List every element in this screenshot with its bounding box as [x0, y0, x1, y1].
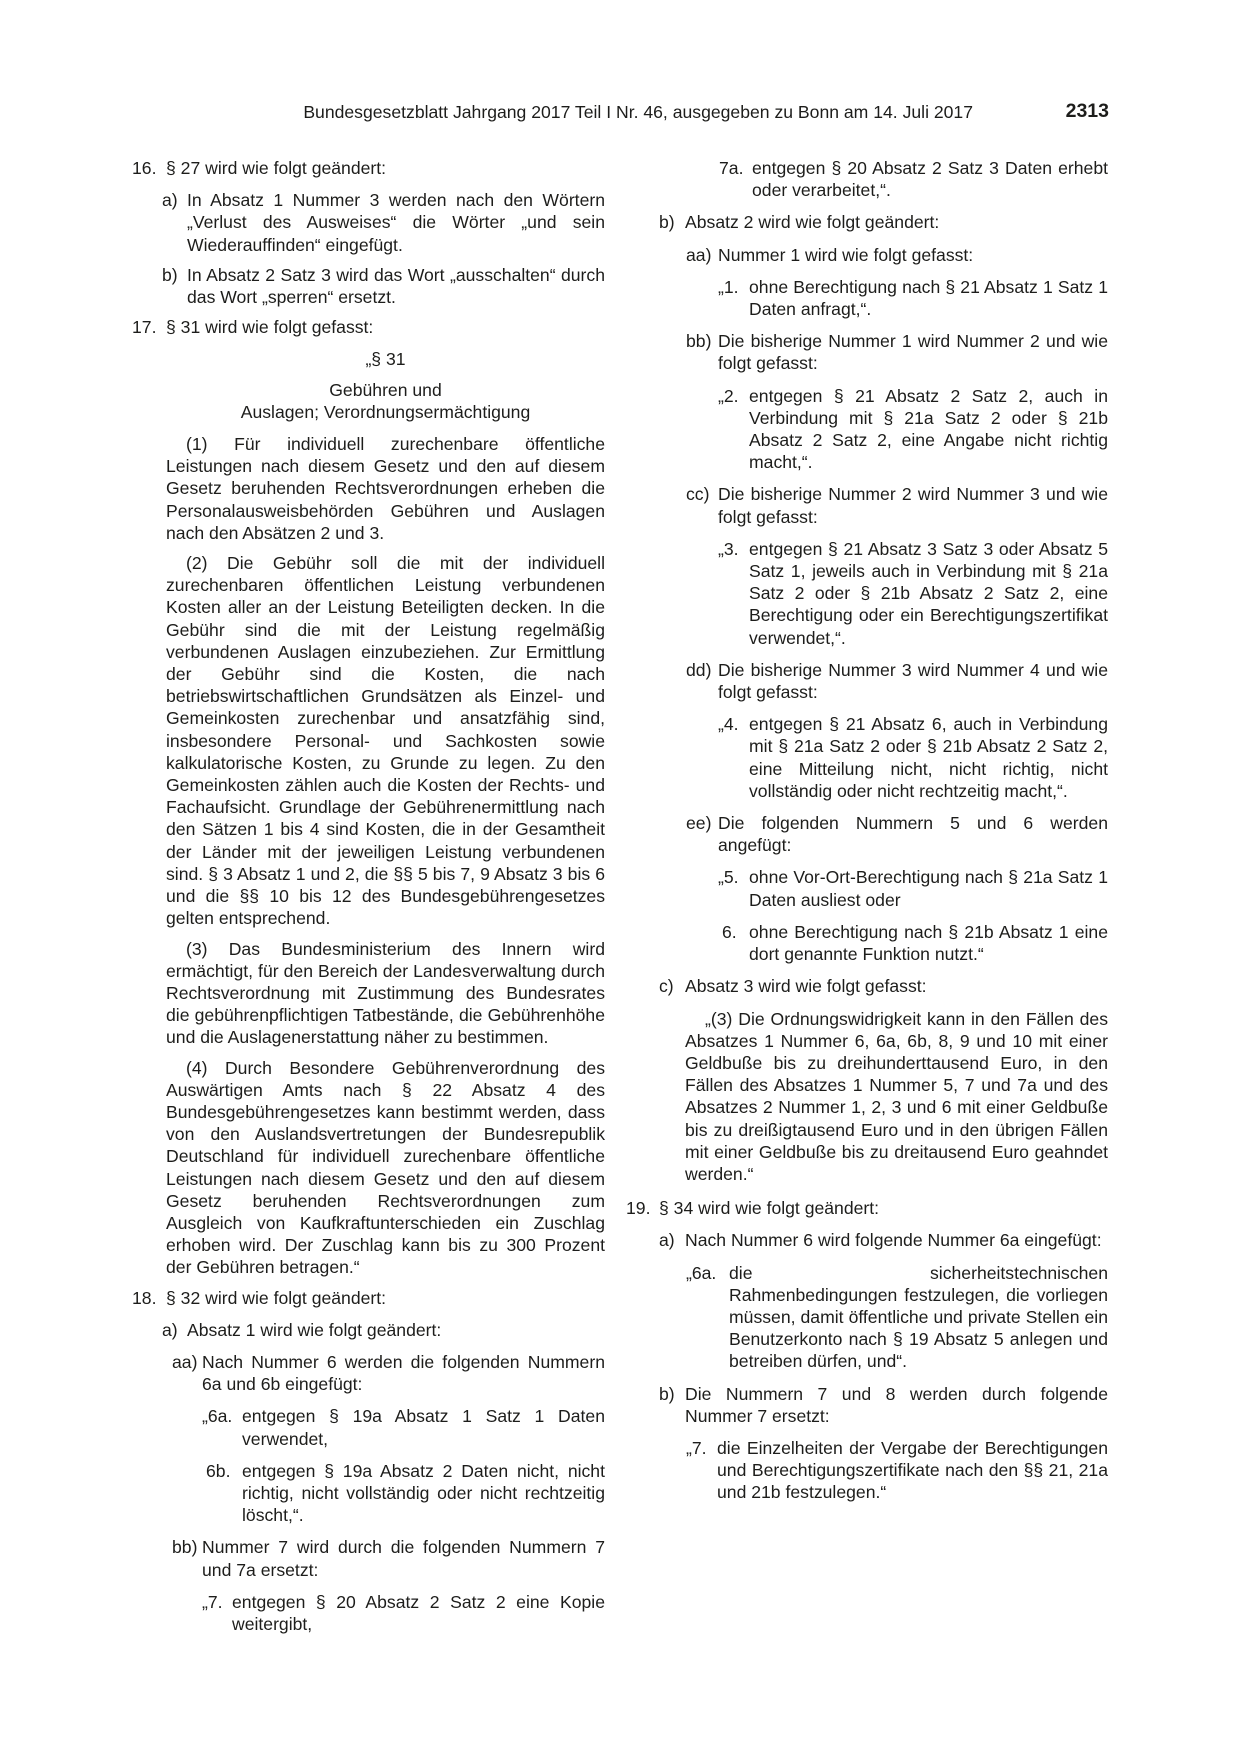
item-letter: ee) — [686, 813, 712, 834]
list-item — [659, 975, 1108, 997]
item-text: Die bisherige Nummer 3 wird Nummer 4 und wie folgt gefasst: — [718, 659, 1108, 703]
page-header — [0, 101, 1241, 125]
item-letter: aa) — [172, 1351, 198, 1372]
item-text: ohne Berechtigung nach § 21 Absatz 1 Satz 1 Daten anfragt,“. — [749, 276, 1108, 320]
item-text: Die folgenden Nummern 5 und 6 werden angefügt: — [718, 813, 1108, 856]
list-item — [172, 1536, 605, 1580]
item-letter: b) — [659, 1383, 675, 1404]
list-item — [132, 157, 605, 179]
list-item — [132, 1287, 605, 1309]
item-number: „3. — [718, 538, 739, 559]
item-letter: bb) — [172, 1537, 198, 1558]
item-text: In Absatz 1 Nummer 3 werden nach den Wörtern „Verlust des Ausweises“ die Wörter „und sein Wiederauffinden“ eingefügt. — [187, 190, 605, 255]
item-text: die Einzelheiten der Vergabe der Berechtigungen und Berechtigungszertifikate nach den §§ 21, 21a und 21b festzulegen.“ — [717, 1437, 1108, 1503]
list-item — [202, 1460, 605, 1527]
item-letter: b) — [659, 212, 675, 233]
item-text: Nach Nummer 6 wird folgende Nummer 6a eingefügt: — [685, 1230, 1102, 1251]
item-text: ohne Vor-Ort-Berechtigung nach § 21a Satz 1 Daten ausliest oder — [749, 867, 1108, 910]
item-text: § 27 wird wie folgt geändert: — [166, 158, 387, 178]
item-text: entgegen § 21 Absatz 6, auch in Verbindung mit § 21a Satz 2 oder § 21b Absatz 2 Satz 2, eine Mitteilung nicht, nicht richtig, nicht vollständig oder nicht rechtzeitig macht,“. — [749, 714, 1108, 801]
item-text: Absatz 1 wird wie folgt geändert: — [187, 1319, 442, 1340]
list-item — [686, 244, 1108, 266]
page-number: 2313 — [1065, 100, 1109, 122]
item-text: ohne Berechtigung nach § 21b Absatz 1 eine dort genannte Funktion nutzt.“ — [749, 921, 1108, 965]
item-number: „7. — [202, 1591, 223, 1612]
list-item — [686, 1262, 1108, 1373]
item-text: Die bisherige Nummer 2 wird Nummer 3 und wie folgt gefasst: — [718, 484, 1108, 527]
item-letter: bb) — [686, 331, 712, 352]
item-number: 6b. — [206, 1460, 231, 1481]
list-item — [202, 1405, 605, 1449]
paragraph: (4) Durch Besondere Gebührenverordnung des Auswärtigen Amts nach § 22 Absatz 4 des Bundesgebührengesetzes kann bestimmt werden, dass von den Auslandsvertretungen der Bundesrepublik Deutschland für individuell zurechenbare öffentliche Leistungen nach diesem Gesetz und den auf diesem Gesetz beruhenden Rechtsverordnungen zum Ausgleich von Kaufkraftunterschieden ein Zuschlag erhoben wird. Der Zuschlag kann bis zu 300 Prozent der Gebühren betragen.“ — [166, 1057, 605, 1278]
section-number: „§ 31 — [365, 349, 406, 370]
section-title: Auslagen; Verordnungsermächtigung — [240, 401, 531, 422]
list-item — [718, 921, 1108, 965]
list-item — [718, 713, 1108, 802]
item-text: Die Nummern 7 und 8 werden durch folgende Nummer 7 ersetzt: — [685, 1383, 1108, 1426]
list-item — [162, 264, 605, 308]
list-item — [718, 276, 1108, 320]
item-text: entgegen § 20 Absatz 2 Satz 3 Daten erhebt oder verarbeitet,“. — [752, 158, 1108, 201]
list-item — [686, 659, 1108, 703]
list-item — [718, 866, 1108, 910]
item-letter: a) — [659, 1230, 675, 1251]
item-number: „6a. — [202, 1406, 233, 1427]
item-number: „4. — [718, 714, 739, 735]
item-letter: b) — [162, 264, 178, 285]
item-number: 6. — [722, 921, 737, 942]
list-item — [718, 385, 1108, 474]
item-text: In Absatz 2 Satz 3 wird das Wort „ausschalten“ durch das Wort „sperren“ ersetzt. — [187, 264, 605, 308]
item-text: Absatz 3 wird wie folgt gefasst: — [685, 976, 927, 997]
list-item — [686, 483, 1108, 527]
item-text: entgegen § 21 Absatz 2 Satz 2, auch in Verbindung mit § 21a Satz 2 oder § 21b Absatz 2 Satz 2, eine Angabe nicht richtig macht,“. — [749, 385, 1108, 473]
item-number: „6a. — [686, 1262, 717, 1283]
item-text: Nummer 7 wird durch die folgenden Nummern 7 und 7a ersetzt: — [202, 1537, 605, 1580]
item-number: 18. — [132, 1287, 157, 1308]
right-column — [626, 157, 1108, 1504]
item-letter: aa) — [686, 244, 712, 265]
list-item — [172, 1351, 605, 1395]
item-number: „7. — [686, 1437, 707, 1458]
item-text: Die bisherige Nummer 1 wird Nummer 2 und wie folgt gefasst: — [718, 331, 1108, 374]
item-letter: a) — [162, 190, 178, 211]
item-text: § 32 wird wie folgt geändert: — [166, 1287, 387, 1308]
item-number: „5. — [718, 867, 739, 888]
list-item — [719, 157, 1108, 201]
item-text: entgegen § 21 Absatz 3 Satz 3 oder Absatz 5 Satz 1, jeweils auch in Verbindung mit § 21a Satz 2 oder § 21b Absatz 2 Satz 2, eine Berechtigung oder ein Berechtigungszertifikat verwendet,“. — [749, 538, 1108, 648]
item-text: § 34 wird wie folgt geändert: — [659, 1198, 880, 1219]
item-number: 16. — [132, 158, 157, 178]
paragraph: (2) Die Gebühr soll die mit der individuell zurechenbaren öffentlichen Leistung verbundenen Kosten aller an der Leistung Beteiligten decken. In die Gebühr sind die mit der Leistung regelmäßig verbundenen Auslagen einzubeziehen. Zur Ermittlung der Gebühr sind die Kosten, die nach betriebswirtschaftlichen Grundsätzen als Einzel- und Gemeinkosten zurechenbar und ansatzfähig sind, insbesondere Personal- und Sachkosten sowie kalkulatorische Kosten, zu Grunde zu legen. Zu den Gemeinkosten zählen auch die Kosten der Rechts- und Fachaufsicht. Grundlage der Gebührenermittlung nach den Sätzen 1 bis 4 sind Kosten, die in der Gesamtheit der Länder mit der jeweiligen Leistung verbundenen sind. § 3 Absatz 1 und 2, die §§ 5 bis 7, 9 Absatz 3 bis 6 und die §§ 10 bis 12 des Bundesgebührengesetzes gelten entsprechend. — [166, 553, 605, 929]
list-item — [659, 211, 1108, 233]
list-item — [132, 316, 605, 338]
item-text: entgegen § 19a Absatz 2 Daten nicht, nicht richtig, nicht vollständig oder nicht rechtzeitig löscht,“. — [242, 1460, 605, 1526]
item-text: § 31 wird wie folgt gefasst: — [166, 317, 374, 338]
item-text: entgegen § 19a Absatz 1 Satz 1 Daten verwendet, — [242, 1406, 605, 1449]
list-item — [659, 1229, 1108, 1251]
item-text: entgegen § 20 Absatz 2 Satz 2 eine Kopie weitergibt, — [232, 1591, 605, 1634]
item-letter: a) — [162, 1319, 178, 1340]
item-number: 19. — [626, 1198, 651, 1219]
list-item — [626, 1197, 1108, 1219]
left-column — [132, 157, 605, 1635]
list-item — [659, 1383, 1108, 1427]
header-title: Bundesgesetzblatt Jahrgang 2017 Teil I Nr. 46, ausgegeben zu Bonn am 14. Juli 2017 — [303, 102, 973, 122]
list-item — [686, 1437, 1108, 1504]
item-text: Absatz 2 wird wie folgt geändert: — [685, 212, 940, 233]
item-number: „1. — [718, 276, 739, 297]
paragraph: (3) Das Bundesministerium des Innern wird ermächtigt, für den Bereich der Landesverwaltung durch Rechtsverordnung mit Zustimmung des Bundesrates die gebührenpflichtigen Tatbestände, die Gebührenhöhe und die Auslagenerstattung näher zu bestimmen. — [166, 938, 605, 1048]
list-item — [686, 330, 1108, 374]
section-title: Gebühren und — [329, 379, 442, 400]
list-item — [162, 189, 605, 256]
list-item — [162, 1319, 605, 1341]
section-block — [166, 348, 605, 1278]
list-item — [718, 538, 1108, 649]
item-letter: dd) — [686, 659, 712, 680]
paragraph: „(3) Die Ordnungswidrigkeit kann in den Fällen des Absatzes 1 Nummer 6, 6a, 6b, 8, 9 und 10 mit einer Geldbuße bis zu dreihunderttausend Euro, in den Fällen des Absatzes 1 Nummer 5, 7 und 7a und des Absatzes 2 Nummer 1, 2, 3 und 6 mit einer Geldbuße bis zu dreißigtausend Euro und in den übrigen Fällen mit einer Geldbuße bis zu dreitausend Euro geahndet werden.“ — [685, 1008, 1108, 1184]
item-number: „2. — [718, 385, 739, 406]
paragraph: (1) Für individuell zurechenbare öffentliche Leistungen nach diesem Gesetz und den auf diesem Gesetz beruhenden Rechtsverordnungen erheben die Personalausweisbehörden Gebühren und Auslagen nach den Absätzen 2 und 3. — [166, 434, 605, 543]
item-text: die sicherheitstechnischen Rahmenbedingungen festzulegen, die vorliegen müssen, damit öffentliche und private Stellen ein Benutzerkonto nach § 19 Absatz 5 anlegen und betreiben dürfen, und“. — [729, 1262, 1108, 1372]
item-number: 17. — [132, 317, 157, 338]
item-letter: cc) — [686, 484, 710, 505]
item-letter: c) — [659, 976, 674, 997]
list-item — [686, 812, 1108, 856]
list-item — [202, 1591, 605, 1635]
item-text: Nummer 1 wird wie folgt gefasst: — [718, 244, 974, 265]
item-text: Nach Nummer 6 werden die folgenden Nummern 6a und 6b eingefügt: — [202, 1351, 605, 1395]
item-number: 7a. — [719, 158, 744, 178]
